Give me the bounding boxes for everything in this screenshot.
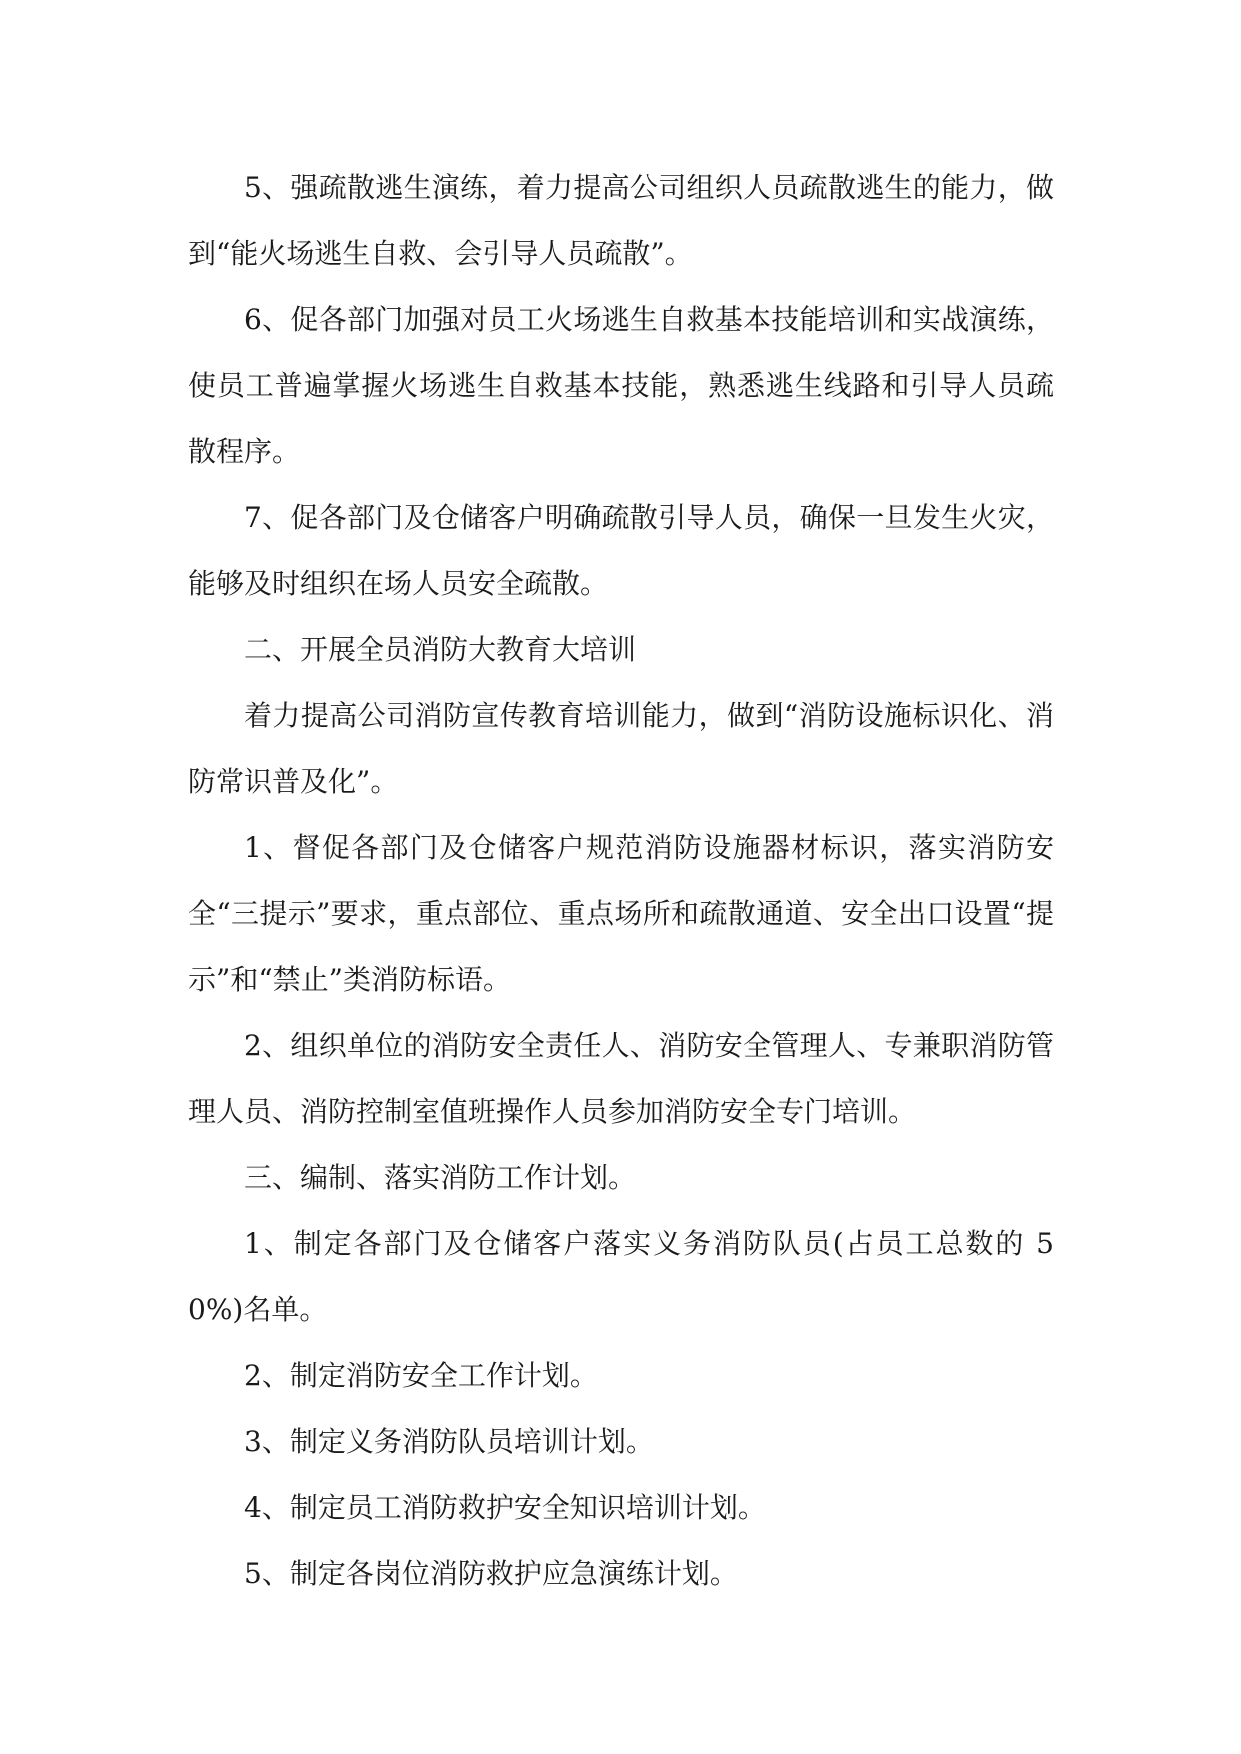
paragraph-safety-plan: 2、制定消防安全工作计划。 [244, 1359, 598, 1392]
paragraph-staff-training: 2、组织单位的消防安全责任人、消防安全管理人、专兼职消防管理人员、消防控制室值班操作人员参加消防安全专门培训。 [188, 1029, 1054, 1128]
document-body [188, 155, 1054, 1607]
section-heading-work-plan: 三、编制、落实消防工作计划。 [244, 1161, 637, 1194]
section-heading-fire-education: 二、开展全员消防大教育大培训 [244, 633, 637, 666]
paragraph-escape-training: 6、促各部门加强对员工火场逃生自救基本技能培训和实战演练，使员工普遍掌握火场逃生自救基本技能，熟悉逃生线路和引导人员疏散程序。 [188, 303, 1054, 468]
paragraph-education-goal: 着力提高公司消防宣传教育培训能力，做到“消防设施标识化、消防常识普及化”。 [188, 699, 1054, 798]
paragraph-evacuation-drill: 5、强疏散逃生演练，着力提高公司组织人员疏散逃生的能力，做到“能火场逃生自救、会引导人员疏散”。 [188, 171, 1054, 270]
paragraph-employee-training-plan: 4、制定员工消防救护安全知识培训计划。 [244, 1491, 766, 1524]
paragraph-signage: 1、督促各部门及仓储客户规范消防设施器材标识，落实消防安全“三提示”要求，重点部位、重点场所和疏散通道、安全出口设置“提示”和“禁止”类消防标语。 [188, 831, 1054, 996]
paragraph-volunteer-training-plan: 3、制定义务消防队员培训计划。 [244, 1425, 654, 1458]
paragraph-evacuation-guides: 7、促各部门及仓储客户明确疏散引导人员，确保一旦发生火灾，能够及时组织在场人员安全疏散。 [188, 501, 1054, 600]
paragraph-volunteer-roster: 1、制定各部门及仓储客户落实义务消防队员(占员工总数的 50%)名单。 [188, 1227, 1054, 1326]
paragraph-drill-plan: 5、制定各岗位消防救护应急演练计划。 [244, 1557, 738, 1590]
